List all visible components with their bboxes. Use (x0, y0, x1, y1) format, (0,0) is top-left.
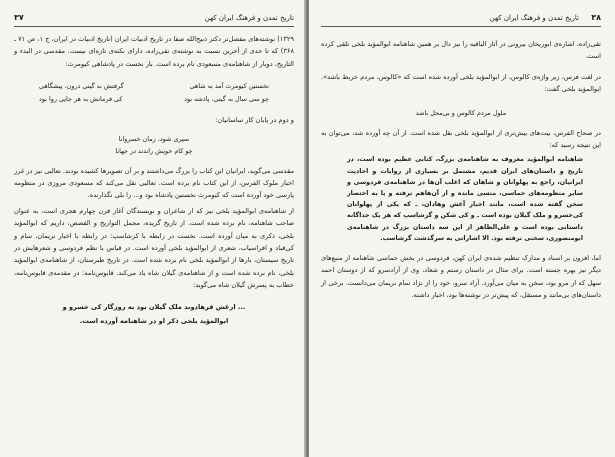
verse-hemistich: چو سی سال به گیتی، پادشه بود (184, 95, 269, 104)
right-verse-line: ملول مردم کالوس و بی‌محل باشد (415, 108, 507, 117)
left-page (0, 0, 306, 457)
left-page-number: ۳۷ (14, 13, 24, 22)
right-block-quote: شاهنامه ابوالمؤید معروف به شاهنامه‌ی بزرگ، کتابی عظیم بوده است، در تاریخ و داستان‌های ایران قدیم، مشتمل بر بسیاری از روایات و احادیث ایرانیان، راجع به پهلوانان و شاهان که اغلب آن‌ها در شاهنامه‌ی فردوسی و سایر منظومه‌های حماسی، منسی مانده و از آن‌هاهم نرفته و یا به اختصار سخن گفته شده است، مانند اخبار آغش وهادان، ـ که یکی از پهلوانان کی‌خسرو و ملک گیلان بوده است ـ و کی شکن و گرشاسپ که هر یک جداگانه داستانی بوده است و علی‌الظاهر از این سه داستان بزرگ در شاهنامه‌ی ابومنصوری، سخنی نرفته بود. الا اشاراتی به سرگذشت گرشاسب. (347, 156, 583, 242)
right-paragraph-2: در لغت فرس، زیر واژه‌ی کالوس، از ابوالمؤید بلخی آورده شده است که «کالوس، مردم خربط باشد». ابوالمؤید بلخی گفت: (321, 72, 601, 94)
left-paragraph-1: ۱۳۲۹) نوشته‌های مفصل‌تر دکتر ذبیح‌الله صفا در تاریخ ادبیات ایران (تاریخ ادبیات در ایران، ج ۱، ص ۷۱ ـ ۳۶۸) که تا حدی از آخرین نسبت به نوشته‌ی تقی‌زاده، دارای نکته‌ی تازه‌ای نیست. مقدسی در البدء و التاریخ، دوبار از شاهنامه‌ی مسعودی نام برده است. بار نخست در پادشاهی کیومرث: (14, 35, 294, 68)
verse-hemistich: گرفتش به گیتی درون، پیشگاهی (39, 82, 124, 91)
verse-hemistich: نخستین کیومرث آمد به شاهی (189, 82, 269, 91)
left-verse-line: چو کام خویش راندند در جهانا (115, 146, 193, 155)
left-page-running-title: تاریخ تمدن و فرهنگ ایران کهن (204, 14, 294, 22)
right-paragraph-3: در صحاح الفرس، بیت‌های بیش‌تری از ابوالمؤید بلخی نقل شده است. از آن چه آورده شد، می‌توان به این نتیجه رسید که: (321, 128, 601, 150)
left-paragraph-4: از شاهنامه‌ی ابوالمؤید بلخی نیز که از شاعران و نویسندگان آغاز قرن چهارم هجری است، به عنوان صاحب شاهنامه، نام برده شده است. از تاریخ گزیده، مجمل التواریخ و القصص، داریم که ابوالمؤید بلخی، ذکری به میان آورده است. نخست در رابطه با کرشاسپ: در رابطه با اخبار نریمان، سام و کی‌قباد و افراسیاب، شعری از ابوالمؤید بلخی آورده است. در قیاس با نظم فردوسی و شعرهایش در تاریخ سیستان، بارها از ابوالمؤید بلخی نام برده شده است. در تاریخ طبرستان، از شاهنامه‌ی ابوالمؤید بلخی، نام برده شده است و از شاهنامه‌ی گیلان شاه یاد می‌کند. قابوس‌نامه: در مقدمه‌ی قابوس‌نامه، خطاب به پسرش گیلان شاه می‌گوید: (14, 206, 294, 290)
verse-hemistich: کی فرمانش به هر جایی روا بود (39, 95, 123, 104)
right-page (309, 0, 615, 457)
left-verse-line: سپری شود، زمان خسروانا (118, 134, 190, 143)
left-bottom-verse-1: ... ارغش فرهادوند ملک گیلان بود به روزگار کی خسرو و (62, 302, 246, 311)
left-paragraph-3: مقدسی می‌گوید، ایرانیان این کتاب را بزرگ می‌داشتند و بر آن تصویرها کشیده بودند. تعالبی نیز در غرر اخبار ملوک الفرس، از این کتاب نام برده است. تعالبی نقل می‌کند که مسعودی مروزی در منظومه پارسی خود آورده است که کیومرث نخستین پادشاه بود و... را بلی نگذارنده. (14, 166, 294, 200)
right-page-number: ۳۸ (591, 13, 601, 22)
left-page-header (14, 10, 294, 27)
right-paragraph-1: تقی‌زاده، اشاره‌ی ابوریحان بیرونی در آثار الباقیه را نیز دال بر همین شاهنامه ابوالمؤید بلخی تلقی کرده است. (321, 40, 601, 61)
left-paragraph-2: و دوم در پایان کار ساسانیان: (215, 116, 294, 125)
left-verse-couplet-1 (39, 80, 269, 93)
left-bottom-verse-2: ابوالمؤید بلخی ذکر او در شاهنامه آورده است. (79, 316, 229, 325)
left-verse-couplet-2 (39, 93, 269, 106)
right-page-header (321, 10, 601, 27)
right-page-running-title: تاریخ تمدن و فرهنگ ایران کهن (489, 14, 579, 22)
right-paragraph-4: اما، افزون بر اسناد و مدارک تنظیم شده‌ی ایران کهن، فردوسی در بخش حماسی شاهنامه از منبع‌های دیگر نیز بهره جسته است. برای مثال در داستان رستم و شغاد، وی از آزادسرو که از دوستان احمد سهل که از مرو بود، سخن به میان می‌آورد. آزاد سرو، خود را از نژاد سام نریمان می‌دانست. برخی از داستان‌های بی‌مانند و مستقل، که پیش‌تر در نوشته‌ها بود، اخبار داشته. (321, 254, 601, 300)
